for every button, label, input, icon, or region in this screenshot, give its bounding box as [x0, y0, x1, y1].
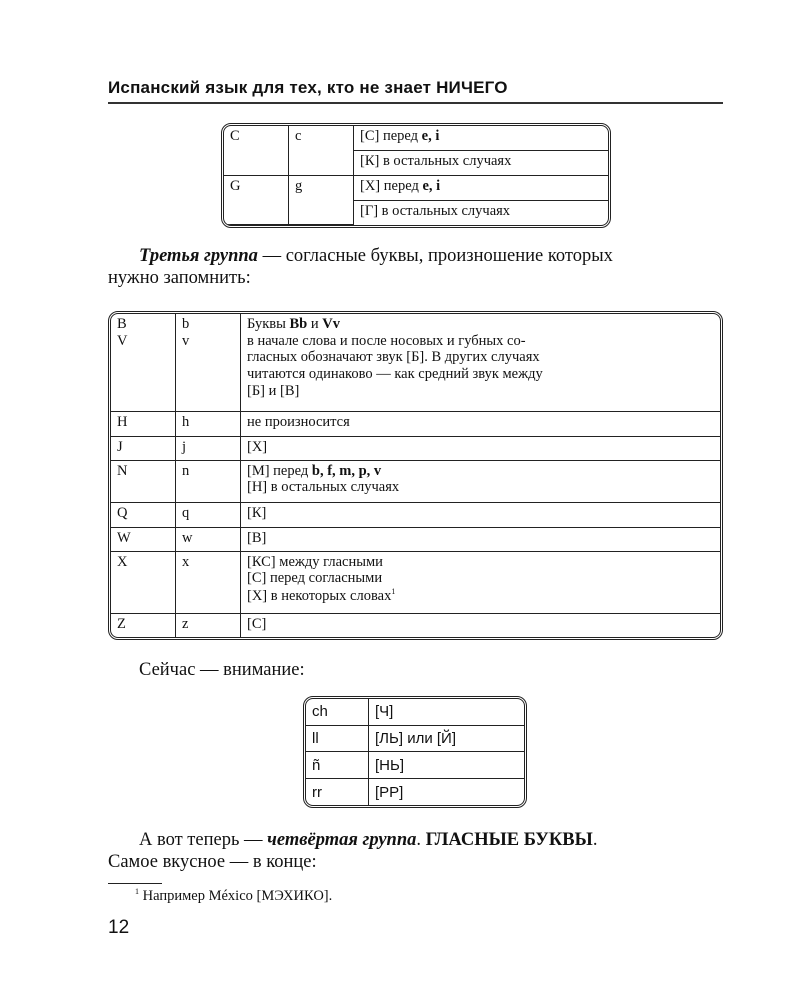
- paragraph-attention: Сейчас — внимание:: [139, 660, 305, 680]
- table-row: [224, 126, 608, 150]
- sound-cell: [354, 200, 609, 224]
- pronunciation-cell: [241, 503, 721, 527]
- letter-lower: w: [176, 527, 241, 551]
- table-row: [306, 699, 524, 725]
- fourth-group-mid: .: [416, 830, 426, 850]
- sound-cell: [354, 126, 609, 150]
- table-row: [306, 725, 524, 752]
- pronunciation-text: Буквы: [247, 316, 290, 332]
- pronunciation-text: [К]: [247, 505, 267, 522]
- footnote-rule: [108, 883, 162, 884]
- letter-lower: z: [176, 613, 241, 637]
- pronunciation-cell: [241, 460, 721, 503]
- letter-lower: q: [176, 503, 241, 527]
- digraph-letter: ñ: [306, 752, 369, 779]
- table-row: [111, 460, 720, 503]
- pronunciation-text: b, f, m, p, v: [311, 462, 382, 479]
- table-row: [111, 503, 720, 527]
- sound-cell: [354, 175, 609, 200]
- table-row: [111, 527, 720, 551]
- letter-upper: W: [111, 527, 176, 551]
- table-row: [306, 779, 524, 805]
- pronunciation-text: и: [307, 316, 323, 332]
- footnote-ref: 1: [391, 587, 396, 596]
- digraph-letter: ll: [306, 725, 369, 752]
- pronunciation-text: [М] перед: [247, 462, 312, 479]
- letter-upper: C: [224, 126, 289, 175]
- letter-upper: H: [111, 412, 176, 436]
- paragraph-fourth-group: [108, 829, 728, 873]
- pronunciation-text: [КС] между гласными [С] перед согласными [Х] в некоторых словах: [247, 553, 392, 604]
- third-group-term: Третья группа: [139, 246, 258, 266]
- sound-bold: e, i: [421, 128, 440, 144]
- letter-upper: Z: [111, 613, 176, 637]
- letter-lower: n: [176, 460, 241, 503]
- table-row: [224, 175, 608, 200]
- pronunciation-cell: [241, 551, 721, 613]
- header-rule: [108, 102, 723, 104]
- table-c-g: [221, 123, 611, 228]
- pronunciation-text: [Н] в остальных случаях: [247, 479, 400, 496]
- fourth-group-line2: Самое вкусное — в конце:: [108, 852, 317, 872]
- table-row: [111, 314, 720, 412]
- fourth-group-pre: А вот теперь —: [139, 830, 268, 850]
- table-row: [111, 613, 720, 637]
- digraph-sound: [НЬ]: [369, 752, 525, 779]
- pronunciation-cell: [241, 613, 721, 637]
- digraph-letter: rr: [306, 779, 369, 805]
- digraph-sound: [РР]: [369, 779, 525, 805]
- pronunciation-text: Vv: [322, 316, 340, 332]
- letter-lower: x: [176, 551, 241, 613]
- third-group-line1: — согласные буквы, произношение которых: [257, 246, 613, 266]
- vowels-heading: ГЛАСНЫЕ БУКВЫ: [425, 830, 593, 850]
- letter-lower: j: [176, 436, 241, 460]
- letter-upper: X: [111, 551, 176, 613]
- table-row: [306, 752, 524, 779]
- table-row: [111, 436, 720, 460]
- sound-text: [К] в остальных случаях: [360, 152, 512, 169]
- table-row: [111, 551, 720, 613]
- sound-bold: e, i: [422, 177, 441, 194]
- pronunciation-cell: [241, 436, 721, 460]
- digraph-sound: [Ч]: [369, 699, 525, 725]
- table-row: [111, 412, 720, 436]
- digraph-letter: ch: [306, 699, 369, 725]
- letter-lower: b v: [176, 314, 241, 412]
- footnote: [135, 887, 332, 905]
- footnote-mark: 1: [135, 887, 139, 896]
- letter-upper: N: [111, 460, 176, 503]
- pronunciation-text: [С]: [247, 615, 267, 632]
- footnote-text: Например México [МЭХИКО].: [139, 887, 333, 904]
- table-third-group: [108, 311, 723, 640]
- letter-lower: h: [176, 412, 241, 436]
- letter-lower: g: [289, 175, 354, 224]
- pronunciation-text: Bb: [289, 316, 308, 332]
- sound-text: [С] перед: [360, 128, 422, 144]
- pronunciation-cell: [241, 412, 721, 436]
- pronunciation-text: [Х]: [247, 438, 268, 455]
- sound-text: [Х] перед: [360, 177, 423, 194]
- page-number: 12: [108, 917, 130, 938]
- pronunciation-cell: [241, 527, 721, 551]
- letter-upper: B V: [111, 314, 176, 412]
- table-digraphs: [303, 696, 527, 808]
- letter-upper: G: [224, 175, 289, 224]
- third-group-line2: нужно запомнить:: [108, 268, 251, 288]
- fourth-group-post: .: [592, 830, 598, 850]
- sound-cell: [354, 150, 609, 175]
- letter-upper: Q: [111, 503, 176, 527]
- letter-upper: J: [111, 436, 176, 460]
- fourth-group-term: четвёртая группа: [267, 830, 417, 850]
- digraph-sound: [ЛЬ] или [Й]: [369, 725, 525, 752]
- paragraph-third-group: [108, 245, 728, 289]
- pronunciation-text: не произносится: [247, 414, 350, 431]
- running-header: Испанский язык для тех, кто не знает НИЧЕГО: [108, 78, 508, 97]
- pronunciation-cell: [241, 314, 721, 412]
- sound-text: [Г] в остальных случаях: [360, 202, 511, 219]
- pronunciation-text: [В]: [247, 529, 267, 546]
- letter-lower: c: [289, 126, 354, 175]
- pronunciation-text: в начале слова и после носовых и губных со- гласных обозначают звук [Б]. В других случаях читаются одинаково — как средний звук между [Б] и [В]: [247, 332, 543, 399]
